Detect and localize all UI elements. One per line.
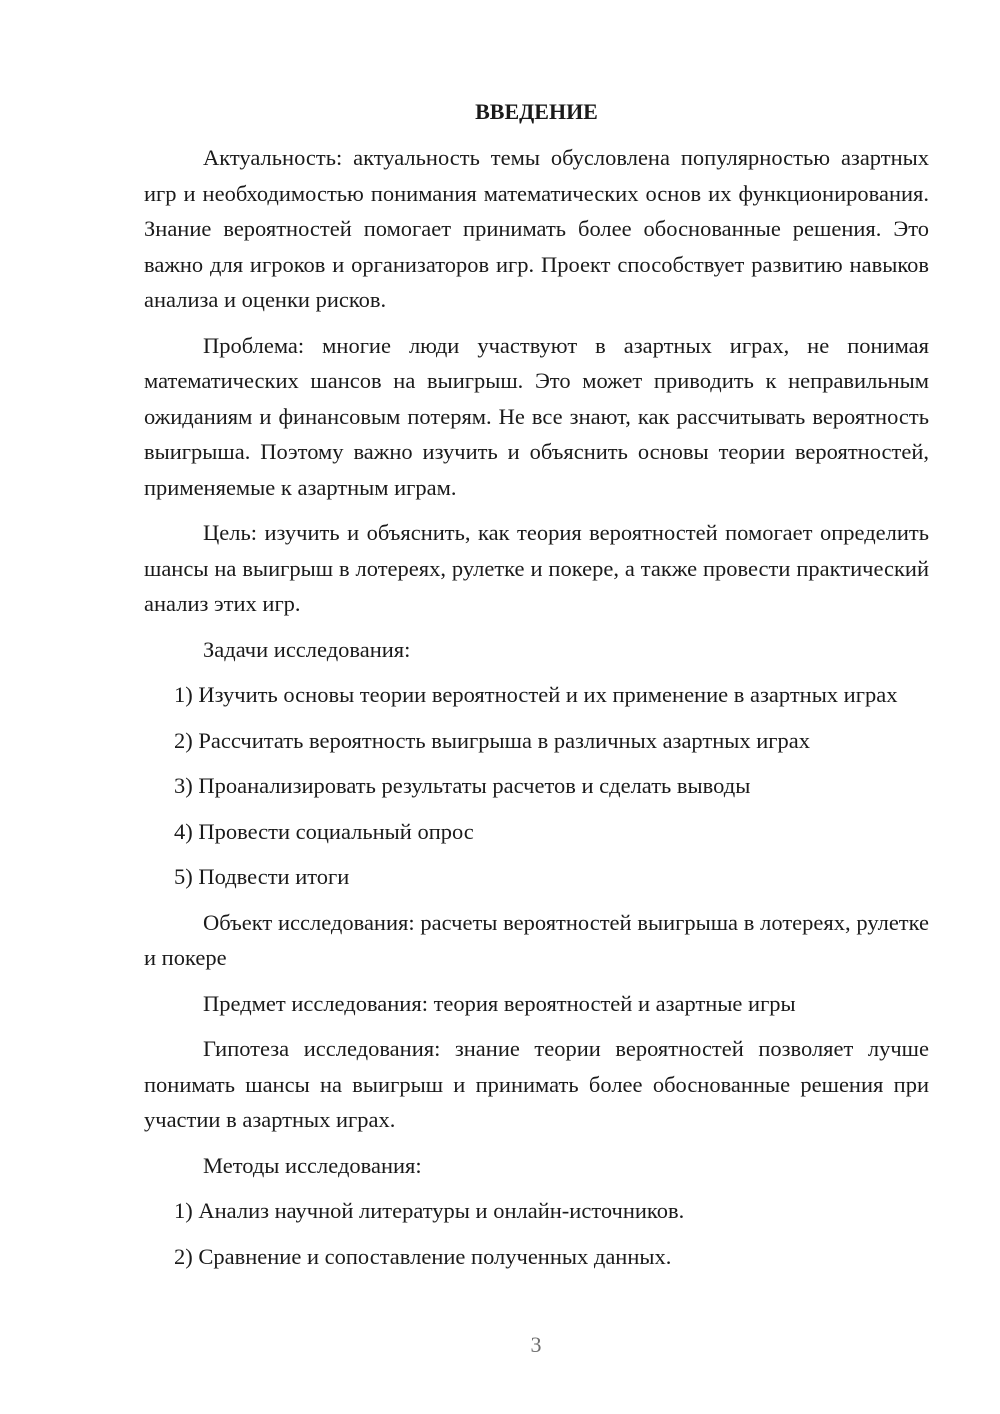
object-paragraph: Объект исследования: расчеты вероятностей выигрыша в лотереях, рулетке и покере <box>144 909 929 970</box>
task-item-4: 4) Провести социальный опрос <box>174 818 474 844</box>
method-item-2: 2) Сравнение и сопоставление полученных данных. <box>174 1243 672 1269</box>
problem-paragraph: Проблема: многие люди участвуют в азартных играх, не понимая математических шансов на выигрыш. Это может приводить к неправильным ожиданиям и финансовым потерям. Не все знают, как рассчитывать вероятность выигрыша. Поэтому важно изучить и объяснить основы теории вероятностей, применяемые к азартным играм. <box>144 332 929 500</box>
goal-paragraph: Цель: изучить и объяснить, как теория вероятностей помогает определить шансы на выигрыш в лотереях, рулетке и покере, а также провести практический анализ этих игр. <box>144 520 929 616</box>
hypothesis-paragraph: Гипотеза исследования: знание теории вероятностей позволяет лучше понимать шансы на выигрыш и принимать более обоснованные решения при участии в азартных играх. <box>144 1036 929 1132</box>
task-item-2: 2) Рассчитать вероятность выигрыша в различных азартных играх <box>174 727 811 753</box>
task-item-5: 5) Подвести итоги <box>174 864 350 889</box>
page-number: 3 <box>530 1332 542 1357</box>
section-title: ВВЕДЕНИЕ <box>475 99 598 124</box>
page-content <box>144 94 929 1284</box>
method-item-1: 1) Анализ научной литературы и онлайн-источников. <box>174 1198 685 1223</box>
subject-paragraph: Предмет исследования: теория вероятностей и азартные игры <box>203 990 796 1016</box>
relevance-paragraph: Актуальность: актуальность темы обусловлена популярностью азартных игр и необходимостью понимания математических основ их функционирования. Знание вероятностей помогает принимать более обоснованные решения. Это важно для игроков и организаторов игр. Проект способствует развитию навыков анализа и оценки рисков. <box>144 145 929 312</box>
methods-heading: Методы исследования: <box>203 1152 422 1178</box>
task-item-3: 3) Проанализировать результаты расчетов и сделать выводы <box>174 773 751 798</box>
tasks-heading: Задачи исследования: <box>203 636 411 662</box>
task-item-1: 1) Изучить основы теории вероятностей и их применение в азартных играх <box>174 682 898 707</box>
